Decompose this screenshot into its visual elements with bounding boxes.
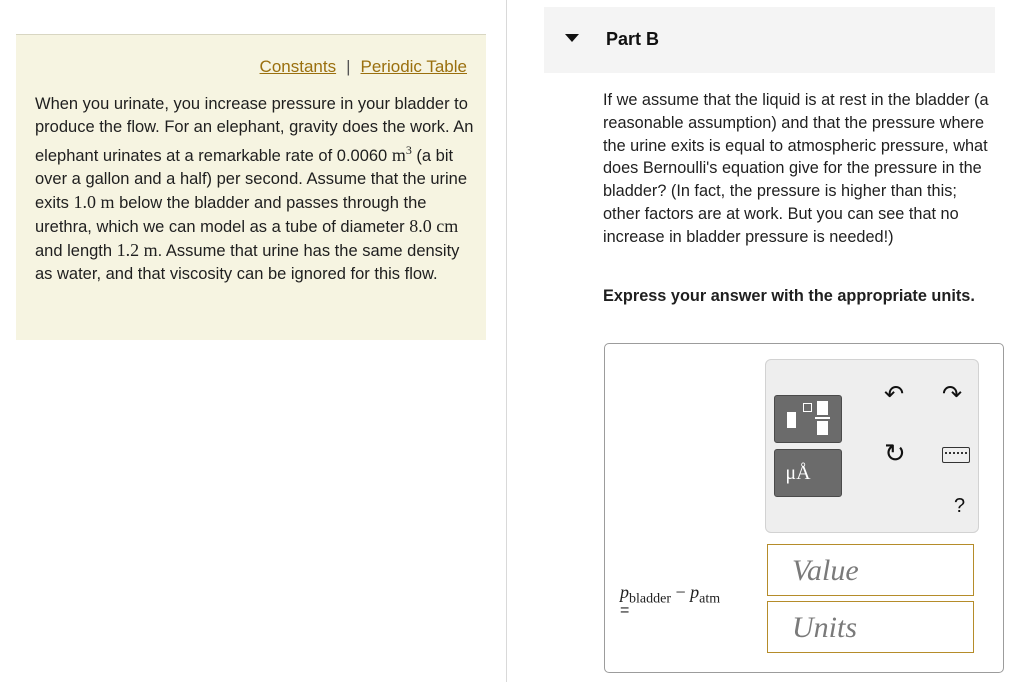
math-toolbar — [765, 359, 979, 533]
answer-label: $p_{bladder} - p_{atm}$ — [620, 582, 721, 607]
problem-statement — [35, 93, 475, 286]
fraction-template-icon — [787, 412, 796, 428]
problem-text-2: (a bit over a gallon and a half) per second. Assume that the urine exits — [35, 147, 468, 212]
keyboard-icon[interactable] — [942, 447, 970, 463]
problem-text-3: below the bladder and passes through the urethra, which we can model as a tube of diameter — [35, 194, 427, 236]
units-icon: μÅ — [785, 462, 811, 484]
value-input[interactable]: Value — [767, 544, 974, 596]
units-button[interactable] — [774, 449, 842, 497]
problem-text-1: When you urinate, you increase pressure in your bladder to produce the flow. For an elephant, gravity does the work. An elephant urinates at a remarkable rate of 0.0060 — [35, 95, 474, 165]
part-title: Part B — [606, 29, 660, 49]
problem-text-4: and length — [35, 242, 117, 260]
redo-icon[interactable]: ↷ — [942, 381, 963, 408]
undo-icon[interactable]: ↶ — [884, 381, 905, 408]
panel-divider — [506, 0, 507, 682]
reference-links — [260, 57, 467, 77]
collapse-arrow-icon[interactable] — [565, 34, 579, 42]
answer-instruction: Express your answer with the appropriate units. — [603, 287, 975, 305]
constants-link[interactable]: Constants — [259, 57, 337, 76]
units-input[interactable]: Units — [767, 601, 974, 653]
fraction-template-button[interactable] — [774, 395, 842, 443]
drop-value: 1.0 m — [73, 192, 115, 212]
reset-icon[interactable]: ↻ — [884, 438, 906, 468]
help-icon[interactable]: ? — [954, 495, 966, 517]
links-separator: | — [346, 57, 351, 76]
rate-unit: $m^3$ — [391, 143, 412, 165]
question-text: If we assume that the liquid is at rest in the bladder (a reasonable assumption) and that the pressure where the urine exits is equal to atmospheric pressure, what does Bernoulli's equation give for the pressure in the bladder? (In fact, the pressure is higher than this; other factors are at work. But you can see that no increase in bladder pressure is needed!) — [603, 91, 989, 246]
problem-text-5: . Assume that urine has the same density as water, and that viscosity can be ignored for this flow. — [35, 242, 460, 283]
equals-sign: = — [620, 602, 630, 619]
part-b-header[interactable] — [544, 7, 995, 73]
diameter-value: 8.0 cm — [409, 216, 459, 236]
periodic-table-link[interactable]: Periodic Table — [360, 57, 467, 76]
problem-panel — [16, 34, 486, 340]
length-value: 1.2 m — [116, 240, 158, 260]
